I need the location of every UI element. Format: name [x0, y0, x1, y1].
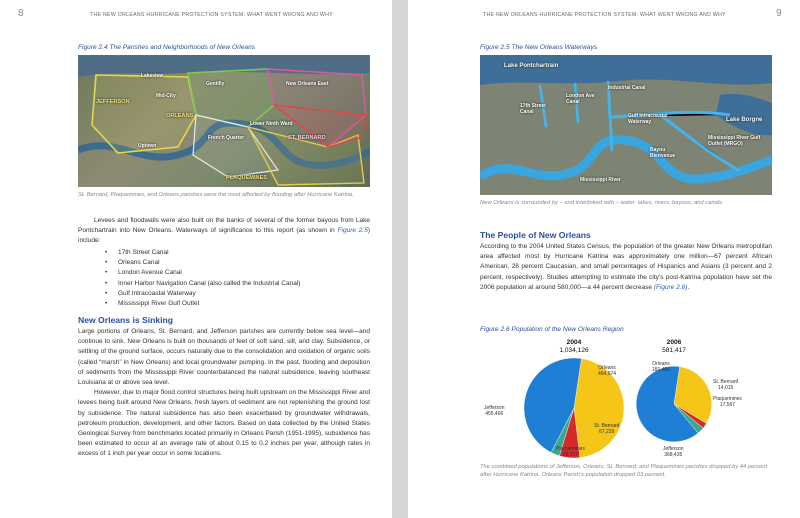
- page-number: 9: [776, 8, 782, 19]
- right-page: [408, 0, 800, 518]
- list-item: • London Avenue Canal: [118, 268, 368, 278]
- chart-total-label: 581,417: [662, 347, 686, 354]
- pie-label-plaquemines-2004: [556, 446, 585, 458]
- slice-name: Jefferson: [484, 405, 505, 411]
- map-label: Bayou Bienvenue: [650, 147, 676, 159]
- section-heading: New Orleans is Sinking: [78, 315, 174, 325]
- slice-name: Plaquemines: [556, 446, 585, 452]
- pie-label-orleans-2006: [652, 361, 670, 373]
- chart-year-label: 2004: [566, 339, 582, 346]
- slice-value: 14,015: [718, 385, 734, 391]
- paragraph-text: Levees and floodwalls were also built on the banks of several of the former bayous from Lake Pontchartrain into New Orleans. Waterways of significance to this report (as shown in: [78, 217, 370, 235]
- slice-name: Orleans: [598, 365, 616, 371]
- list-item: • Gulf Intracoastal Waterway: [118, 289, 368, 299]
- map-label: ORLEANS: [166, 113, 194, 119]
- slice-value: 455,466: [485, 411, 504, 417]
- slice-value: 67,229: [599, 429, 615, 435]
- map-label: French Quarter: [208, 135, 245, 141]
- figure-title: Figure 2.5 The New Orleans Waterways: [480, 44, 598, 51]
- figure-title: Figure 2.6 Population of the New Orleans Region: [480, 326, 624, 333]
- map-label: Lake Borgne: [726, 117, 763, 123]
- waterways-map-image: [480, 55, 772, 195]
- figure-link[interactable]: Figure 2.5: [337, 227, 368, 235]
- parishes-map: [78, 55, 370, 187]
- paragraph-text: .: [687, 283, 690, 291]
- map-label: London Ave Canal: [566, 93, 595, 105]
- slice-value: 17,567: [719, 402, 736, 408]
- slice-name: St. Bernard: [594, 423, 620, 429]
- body-paragraph: [78, 216, 370, 247]
- chart-year-2004: [544, 339, 604, 355]
- list-item: • Inner Harbor Navigation Canal (also called the Industrial Canal): [118, 279, 368, 289]
- figure-caption: St. Bernard, Plaquemines, and Orleans parishes were the most affected by flooding after Hurricane Katrina.: [78, 192, 354, 198]
- map-label: Mississippi River: [580, 177, 621, 183]
- slice-name: Plaquemines: [713, 396, 742, 402]
- section-heading: The People of New Orleans: [480, 230, 591, 240]
- slice-value: 28,757: [562, 452, 579, 458]
- list-item: • 17th Street Canal: [118, 248, 368, 258]
- figure-title: Figure 2.4 The Parishes and Neighborhoods of New Orleans: [78, 44, 256, 51]
- pie-label-jefferson-2004: [484, 405, 504, 417]
- slice-name: Jefferson: [663, 446, 684, 452]
- slice-value: 464,674: [598, 371, 617, 377]
- slice-name: St. Bernard: [713, 379, 739, 385]
- map-label: Mid-City: [156, 93, 176, 99]
- chart-total-label: 1,034,126: [559, 347, 589, 354]
- paragraph-text: According to the 2004 United States Census, the population of the greater New Orleans metropolitan area affected most by Hurricane Katrina was approximately one million—67 percent African American, 28 percent Caucasian, and small percentages of Hispanics and Asians (3 percent and 2 percent, respectively). Studies attempting to estimate the city’s post-Katrina population have set the 2006 population at around 580,000—a 44 percent decrease: [480, 243, 772, 291]
- slice-value: 368,435: [664, 452, 683, 458]
- map-label: PLAQUEMINES: [226, 175, 268, 181]
- paragraph-text: ) include:: [78, 227, 370, 245]
- map-label: JEFFERSON: [96, 99, 130, 105]
- list-item: • Mississippi River Gulf Outlet: [118, 299, 368, 309]
- map-label: Lower Ninth Ward: [250, 121, 293, 127]
- population-pie-charts: [480, 358, 780, 460]
- map-label: Industrial Canal: [608, 85, 646, 91]
- map-label: Uptown: [138, 143, 157, 149]
- pie-label-jefferson-2006: [663, 446, 683, 458]
- page-number: 8: [18, 8, 24, 19]
- map-label: Gulf Intracoastal Waterway: [628, 113, 668, 125]
- map-label: Lake Pontchartrain: [504, 63, 559, 69]
- figure-caption: New Orleans is surrounded by – and interlinked with – water: lakes, rivers, bayous, and canals.: [480, 200, 724, 206]
- body-paragraph: [78, 327, 370, 460]
- pie-label-stbernard-2006: [713, 379, 738, 391]
- page-header: [408, 9, 800, 21]
- parishes-map-image: [78, 55, 370, 187]
- running-title: THE NEW ORLEANS HURRICANE PROTECTION SYSTEM: WHAT WENT WRONG AND WHY: [483, 12, 726, 18]
- waterways-list: [118, 248, 368, 309]
- paragraph-text: However, due to major flood control structures being built upstream on the Mississippi River and levees being built around New Orleans, fresh layers of sediment are not replenishing the ground lost by subsidence. The natural subsidence has also been exacerbated by groundwater withdrawals, petroleum production, development, and other factors. Based on data collected by the United States Geological Survey from benchmarks located primarily in Orleans Parish (1951-1995), subsidence has been estimated to occur at an average rate of about 0.15 to 0.2 inches per year, although rates in excess of 1 inch per year occur in some locations.: [78, 389, 370, 458]
- map-label: ST. BERNARD: [288, 135, 326, 141]
- figure-caption: The combined populations of Jefferson, Orleans, St. Bernard, and Plaquemines parishes dropped by 44 percent after Hurricane Katrina. Orleans Parish’s population dropped 63 percent.: [480, 464, 768, 478]
- chart-year-label: 2006: [666, 339, 682, 346]
- pie-label-orleans-2004: [598, 365, 616, 377]
- map-label: Gentilly: [206, 81, 225, 87]
- page-header: [0, 9, 392, 21]
- body-paragraph: [480, 242, 772, 293]
- pie-label-stbernard-2004: [594, 423, 619, 435]
- left-page: [0, 0, 392, 518]
- chart-year-2006: [644, 339, 704, 355]
- slice-name: Orleans: [652, 361, 670, 367]
- slice-value: 181,400: [652, 367, 671, 373]
- map-label: Lakeview: [141, 73, 164, 79]
- figure-link[interactable]: (Figure 2.6): [653, 283, 688, 291]
- paragraph-text: Large portions of Orleans, St. Bernard, and Jefferson parishes are currently below sea level—and continue to sink. New Orleans is built on thousands of feet of soft sand, silt, and clay. Subsidence, or settling of the ground surface, occurs naturally due to the consolidation and oxidation of organic soils (called “marsh” in New Orleans) and local groundwater pumping. In the past, flooding and deposition of sediments from the Mississippi River counterbalanced the natural subsidence, leaving southeast Louisiana at or above sea level.: [78, 328, 370, 387]
- map-label: 17th Street Canal: [520, 103, 546, 115]
- running-title: THE NEW ORLEANS HURRICANE PROTECTION SYSTEM: WHAT WENT WRONG AND WHY: [90, 12, 333, 18]
- map-label: New Orleans East: [286, 81, 329, 87]
- list-item: • Orleans Canal: [118, 258, 368, 268]
- waterways-map: [480, 55, 772, 195]
- pie-label-plaquemines-2006: [713, 396, 742, 408]
- map-label: Mississippi River Gulf Outlet (MRGO): [708, 135, 761, 147]
